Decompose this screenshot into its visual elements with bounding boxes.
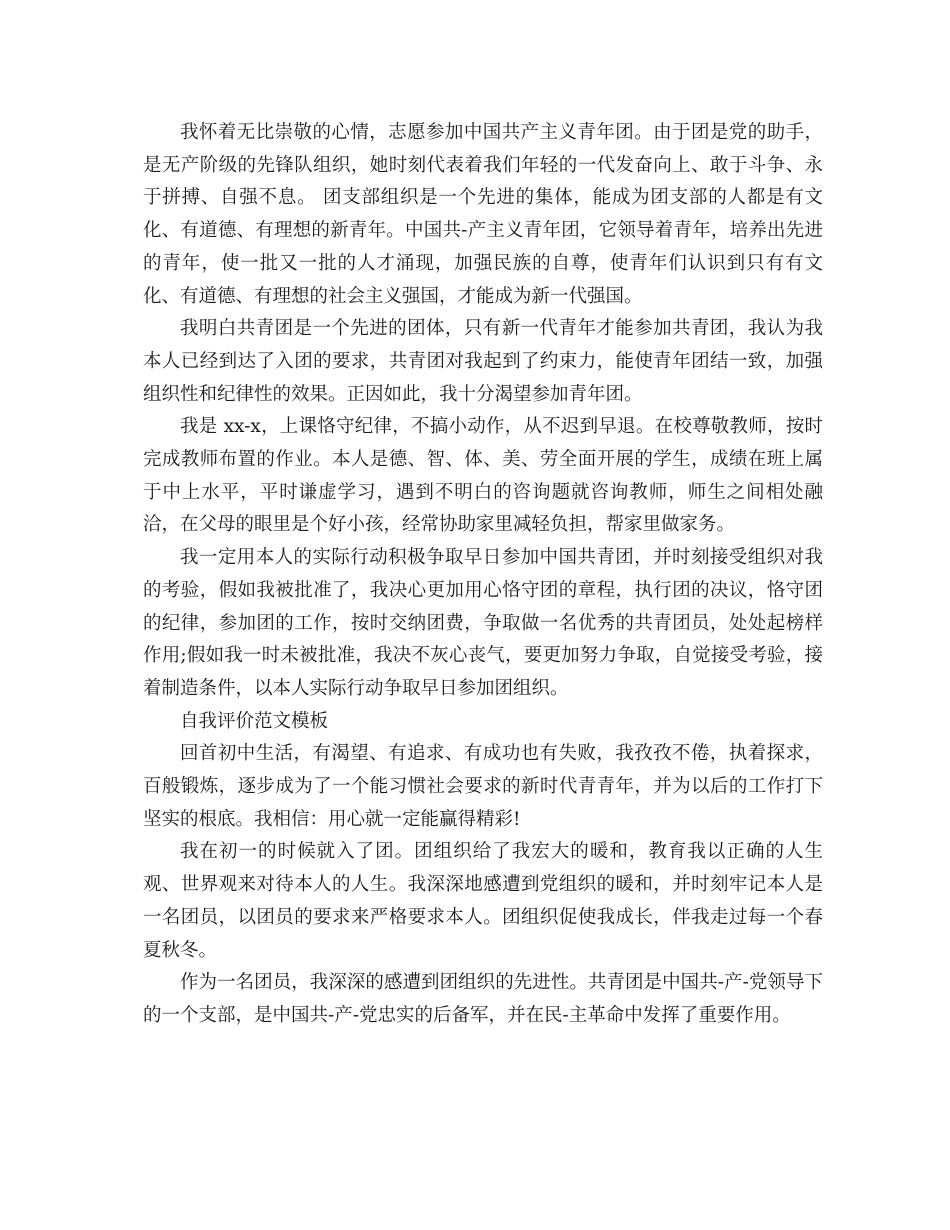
paragraph-2: 我明白共青团是一个先进的团体，只有新一代青年才能参加共青团，我认为我本人已经到达了入团的要求，共青团对我起到了约束力，能使青年团结一致，加强组织性和纪律性的效果。正因如此，我十分渴望参加青年团。 (143, 318, 823, 405)
document-body (143, 117, 823, 1033)
paragraph-3: 我是 xx-x，上课恪守纪律，不搞小动作，从不迟到早退。在校尊敬教师，按时完成教师布置的作业。本人是德、智、体、美、劳全面开展的学生，成绩在班上属于中上水平，平时谦虚学习，遇到不明白的咨询题就咨询教师，师生之间相处融洽，在父母的眼里是个好小孩，经常协助家里减轻负担，帮家里做家务。 (143, 416, 823, 536)
paragraph-5: 回首初中生活，有渴望、有追求、有成功也有失败，我孜孜不倦，执着探求，百般锻炼，逐步成为了一个能习惯社会要求的新时代青青年，并为以后的工作打下坚实的根底。我相信：用心就一定能赢得精彩! (143, 743, 823, 830)
paragraph-6: 我在初一的时候就入了团。团组织给了我宏大的暖和，教育我以正确的人生观、世界观来对待本人的人生。我深深地感遭到党组织的暖和，并时刻牢记本人是一名团员，以团员的要求来严格要求本人。团组织促使我成长，伴我走过每一个春夏秋冬。 (143, 841, 823, 961)
paragraph-7: 作为一名团员，我深深的感遭到团组织的先进性。共青团是中国共-产-党领导下的一个支部，是中国共-产-党忠实的后备军，并在民-主革命中发挥了重要作用。 (143, 972, 823, 1026)
paragraph-4: 我一定用本人的实际行动积极争取早日参加中国共青团，并时刻接受组织对我的考验，假如我被批准了，我决心更加用心恪守团的章程，执行团的决议，恪守团的纪律，参加团的工作，按时交纳团费，争取做一名优秀的共青团员，处处起榜样作用;假如我一时未被批准，我决不灰心丧气，要更加努力争取，自觉接受考验，接着制造条件，以本人实际行动争取早日参加团组织。 (143, 547, 823, 699)
paragraph-1: 我怀着无比崇敬的心情，志愿参加中国共产主义青年团。由于团是党的助手，是无产阶级的先锋队组织，她时刻代表着我们年轻的一代发奋向上、敢于斗争、永于拼搏、自强不息。 团支部组织是一个先进的集体，能成为团支部的人都是有文化、有道德、有理想的新青年。中国共-产主义青年团，它领导着青年，培养出先进的青年，使一批又一批的人才涌现，加强民族的自尊，使青年们认识到只有有文化、有道德、有理想的社会主义强国，才能成为新一代强国。 (143, 122, 823, 307)
section-heading: 自我评价范文模板 (180, 710, 329, 732)
